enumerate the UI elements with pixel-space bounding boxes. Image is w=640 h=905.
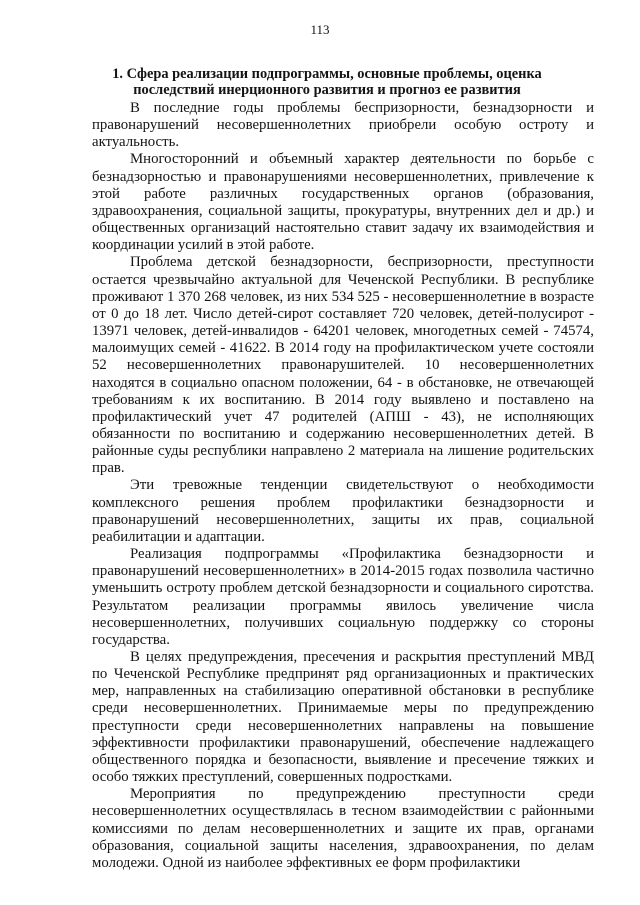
paragraph: Проблема детской безнадзорности, беспризорности, преступности остается чрезвычайно актуальной для Чеченской Республики. В республике проживают 1 370 268 человек, из них 534 525 - несовершеннолетние в возрасте от 0 до 18 лет. Число детей-сирот составляет 720 человек, детей-полусирот - 13971 человек, детей-инвалидов - 64201 человек, многодетных семей - 74574, малоимущих семей - 41622. В 2014 году на профилактическом учете состояли 52 несовершеннолетних правонарушителей. 10 несовершеннолетних находятся в социально опасном положении, 64 - в обстановке, не отвечающей требованиям к их воспитанию. В 2014 году выявлено и поставлено на профилактический учет 47 родителей (АПШ - 43), не исполняющих обязанности по воспитанию и содержанию несовершеннолетних детей. В районные суды республики направлено 2 материала на лишение родительских прав.: [92, 254, 594, 477]
paragraph: Реализация подпрограммы «Профилактика безнадзорности и правонарушений несовершеннолетних» в 2014-2015 годах позволила частично уменьшить остроту проблем детской безнадзорности и социального сиротства. Результатом реализации программы явилось увеличение числа несовершеннолетних, получивших социальную поддержку со стороны государства.: [92, 546, 594, 648]
paragraph: Многосторонний и объемный характер деятельности по борьбе с безнадзорностью и правонарушениями несовершеннолетних, привлечение к этой работе различных государственных органов (образования, здравоохранения, социальной защиты, прокуратуры, внутренних дел и др.) и общественных организаций настоятельно ставит задачу их взаимодействия и координации усилий в этой работе.: [92, 151, 594, 254]
paragraph: Эти тревожные тенденции свидетельствуют о необходимости комплексного решения проблем профилактики безнадзорности и правонарушений несовершеннолетних, защиты их прав, социальной реабилитации и адаптации.: [92, 477, 594, 545]
body-text: [92, 100, 594, 872]
page-number: 113: [310, 22, 330, 37]
section-heading-line-1: 1. Сфера реализации подпрограммы, основные проблемы, оценка: [112, 66, 542, 82]
paragraph: В последние годы проблемы беспризорности, безнадзорности и правонарушений несовершеннолетних приобрели особую остроту и актуальность.: [92, 100, 594, 151]
paragraph: Мероприятия по предупреждению преступности среди несовершеннолетних осуществлялась в тесном взаимодействии с районными комиссиями по делам несовершеннолетних и защите их прав, органами образования, социальной защиты населения, здравоохранения, по делам молодежи. Одной из наиболее эффективных ее форм профилактики: [92, 786, 594, 871]
paragraph: В целях предупреждения, пресечения и раскрытия преступлений МВД по Чеченской Республике предпринят ряд организационных и практических мер, направленных на стабилизацию оперативной обстановки в республике среди несовершеннолетних. Принимаемые меры по предупреждению преступности среди несовершеннолетних направлены на повышение эффективности профилактики правонарушений, обеспечение надлежащего общественного порядка и безопасности, выявление и пресечение тяжких и особо тяжких преступлений, совершенных подростками.: [92, 649, 594, 786]
section-heading: [92, 66, 562, 98]
section-heading-line-2: последствий инерционного развития и прогноз ее развития: [133, 82, 521, 98]
